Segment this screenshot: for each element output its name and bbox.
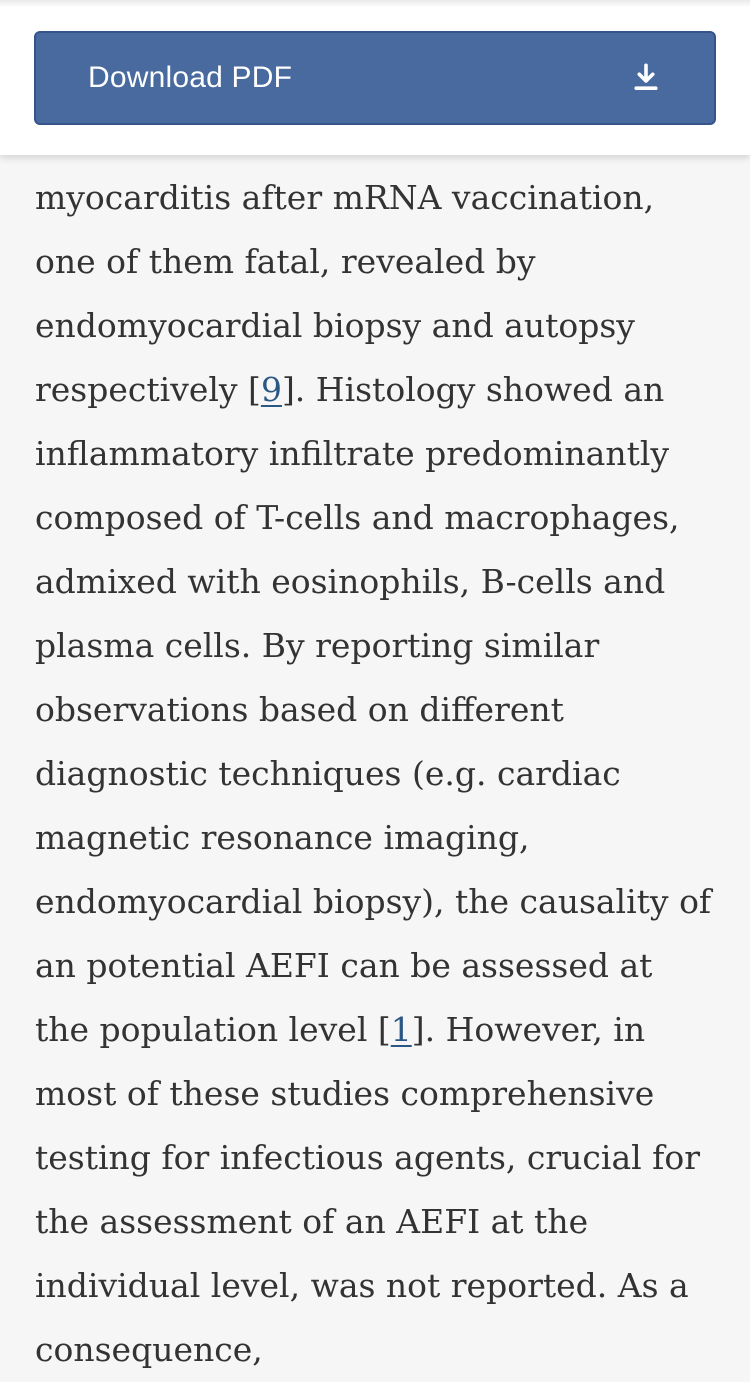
article-body — [0, 155, 750, 1382]
reference-link-1[interactable]: 1 — [390, 1010, 412, 1049]
paragraph-text-segment: ]. Histology showed an inflammatory infiltrate predominantly composed of T-cells and macrophages, admixed with eosinophils, B-cells and plasma cells. By reporting similar observations based on different diagnostic techniques (e.g. cardiac magnetic resonance imaging, endomyocardial biopsy), the causality of an potential AEFI can be assessed at the population level [ — [35, 370, 712, 1049]
download-icon — [628, 60, 664, 96]
pdf-download-header — [0, 0, 750, 155]
paragraph-text-segment: ]. However, in most of these studies comprehensive testing for infectious agents, crucial for the assessment of an AEFI at the individual level, was not reported. As a consequence, — [35, 1010, 701, 1369]
paragraph-text-segment: myocarditis after mRNA vaccination, one of them fatal, revealed by endomyocardial biopsy and autopsy respectively [ — [35, 178, 655, 409]
download-pdf-button[interactable] — [34, 31, 716, 125]
reference-link-9[interactable]: 9 — [260, 370, 282, 409]
article-paragraph — [35, 166, 715, 1382]
download-pdf-label: Download PDF — [88, 61, 293, 94]
